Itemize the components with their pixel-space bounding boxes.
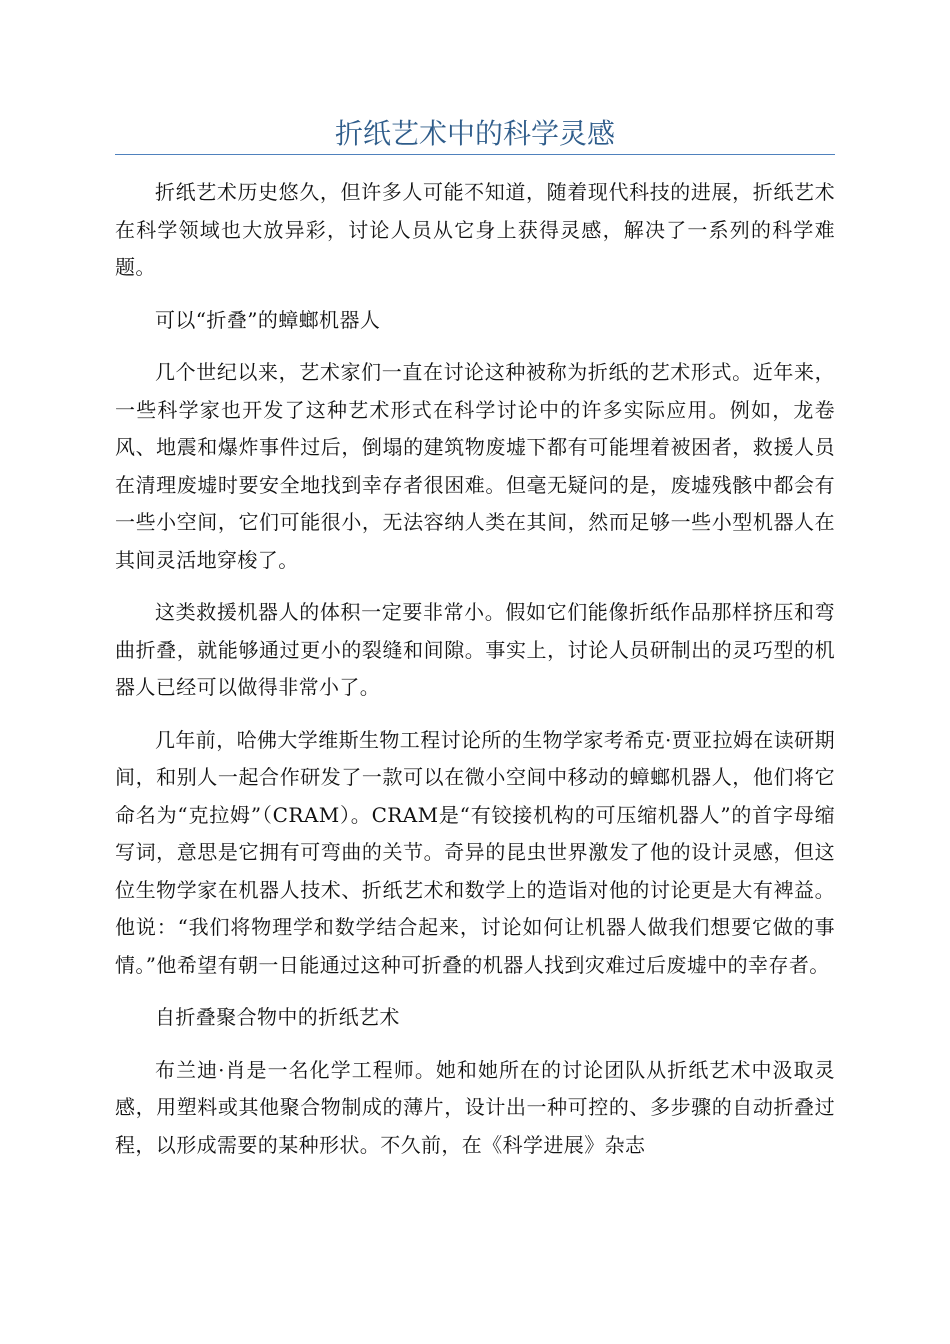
subheading-cockroach-robot: 可以“折叠”的蟑螂机器人 <box>155 307 381 332</box>
title-underline-rule <box>115 154 835 155</box>
paragraph-intro: 折纸艺术历史悠久，但许多人可能不知道，随着现代科技的进展，折纸艺术在科学领域也大放异彩，讨论人员从它身上获得灵感，解决了一系列的科学难题。 <box>115 180 835 279</box>
document-body <box>115 174 835 1179</box>
subheading-self-folding-polymer: 自折叠聚合物中的折纸艺术 <box>155 1005 400 1029</box>
document-title: 折纸艺术中的科学灵感 <box>334 117 615 150</box>
paragraph-self-folding: 布兰迪·肖是一名化学工程师。她和她所在的讨论团队从折纸艺术中汲取灵感，用塑料或其他聚合物制成的薄片，设计出一种可控的、多步骤的自动折叠过程，以形成需要的某种形状。不久前，在《科学进展》杂志 <box>115 1057 835 1157</box>
paragraph-cram-robot: 几年前，哈佛大学维斯生物工程讨论所的生物学家考希克·贾亚拉姆在读研期间，和别人一起合作研发了一款可以在微小空间中移动的蟑螂机器人，他们将它命名为“克拉姆”（CRAM）。CRAM是“有铰接机构的可压缩机器人”的首字母缩写词，意思是它拥有可弯曲的关节。奇异的昆虫世界激发了他的设计灵感，但这位生物学家在机器人技术、折纸艺术和数学上的造诣对他的讨论更是大有裨益。他说：“我们将物理学和数学结合起来，讨论如何让机器人做我们想要它做的事情。”他希望有朝一日能通过这种可折叠的机器人找到灾难过后废墟中的幸存者。 <box>115 727 835 977</box>
paragraph-origami-history: 几个世纪以来，艺术家们一直在讨论这种被称为折纸的艺术形式。近年来，一些科学家也开发了这种艺术形式在科学讨论中的许多实际应用。例如，龙卷风、地震和爆炸事件过后，倒塌的建筑物废墟下都有可能埋着被困者，救援人员在清理废墟时要安全地找到幸存者很困难。但毫无疑问的是，废墟残骸中都会有一些小空间，它们可能很小，无法容纳人类在其间，然而足够一些小型机器人在其间灵活地穿梭了。 <box>115 360 835 572</box>
paragraph-rescue-robot-size: 这类救援机器人的体积一定要非常小。假如它们能像折纸作品那样挤压和弯曲折叠，就能够通过更小的裂缝和间隙。事实上，讨论人员研制出的灵巧型的机器人已经可以做得非常小了。 <box>115 600 835 699</box>
